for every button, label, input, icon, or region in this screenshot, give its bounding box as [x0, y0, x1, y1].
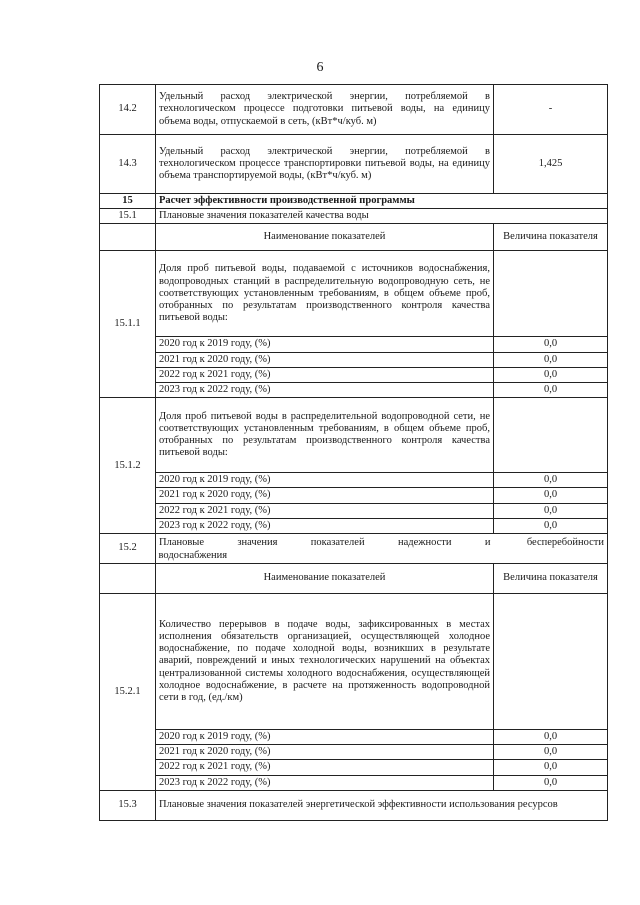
year-value: 0,0	[494, 488, 608, 503]
year-label: 2021 год к 2020 году, (%)	[156, 352, 494, 367]
section-title-line2: водоснабжения	[158, 549, 228, 561]
year-value: 0,0	[494, 473, 608, 488]
year-value: 0,0	[494, 775, 608, 790]
year-label: 2020 год к 2019 году, (%)	[156, 473, 494, 488]
table-row-15-2-1	[100, 594, 608, 730]
table-row	[100, 503, 608, 518]
indicator-text: Доля проб питьевой воды, подаваемой с источников водоснабжения, водопроводных станций в распределительную водопроводную сеть, не соответствующих установленным требованиям, в общем объеме проб, отобранных по результатам производственного контроля качества питьевой воды:	[156, 251, 494, 337]
indicator-text: Количество перерывов в подаче воды, зафиксированных в местах исполнения обязательств организацией, осуществляющей холодное водоснабжение, по подаче холодной воды, возникших в результате аварий, повреждений и иных технологических нарушений на объектах централизованной системы холодного водоснабжения, осуществляющей холодное водоснабжение, в расчете на протяженность водопроводной сети в год, (ед./км)	[156, 594, 494, 730]
year-value: 0,0	[494, 760, 608, 775]
year-label: 2023 год к 2022 году, (%)	[156, 518, 494, 533]
column-header-name: Наименование показателей	[156, 224, 494, 251]
row-number: 14.3	[100, 135, 156, 194]
empty-cell	[100, 224, 156, 251]
table-row	[100, 352, 608, 367]
year-value: 0,0	[494, 352, 608, 367]
row-number: 15.1.1	[100, 251, 156, 398]
table-row	[100, 760, 608, 775]
empty-cell	[100, 564, 156, 594]
table-row	[100, 518, 608, 533]
table-row-14-2	[100, 85, 608, 135]
row-number: 15.2.1	[100, 594, 156, 791]
indicator-value: 1,425	[494, 135, 608, 194]
year-value: 0,0	[494, 518, 608, 533]
section-title: Плановые значения показателей надежности и	[156, 534, 494, 564]
section-title: Расчет эффективности производственной программы	[156, 194, 608, 209]
indicator-text: Удельный расход электрической энергии, потребляемой в технологическом процессе подготовки питьевой воды, на единицу объема воды, отпускаемой в сеть, (кВт*ч/куб. м)	[156, 85, 494, 135]
year-value: 0,0	[494, 367, 608, 382]
table-row-15-3	[100, 790, 608, 820]
table-header-row	[100, 564, 608, 594]
column-header-name: Наименование показателей	[156, 564, 494, 594]
year-label: 2022 год к 2021 году, (%)	[156, 760, 494, 775]
year-value: 0,0	[494, 730, 608, 745]
year-label: 2023 год к 2022 году, (%)	[156, 383, 494, 398]
table-row-15-1-1	[100, 251, 608, 337]
table-row-15-1	[100, 209, 608, 224]
empty-cell	[494, 398, 608, 473]
table-row	[100, 473, 608, 488]
table-row-15-1-2	[100, 398, 608, 473]
year-value: 0,0	[494, 503, 608, 518]
column-header-value: Величина показателя	[494, 224, 608, 251]
table-row	[100, 730, 608, 745]
table-row	[100, 775, 608, 790]
section-title-end-word: бесперебойности	[526, 537, 604, 549]
row-number: 14.2	[100, 85, 156, 135]
table-row	[100, 337, 608, 352]
indicator-text: Доля проб питьевой воды в распределительной водопроводной сети, не соответствующих установленным требованиям, в общем объеме проб, отобранных по результатам производственного контроля качества питьевой воды:	[156, 398, 494, 473]
section-number: 15	[100, 194, 156, 209]
year-label: 2022 год к 2021 году, (%)	[156, 367, 494, 382]
year-value: 0,0	[494, 383, 608, 398]
year-label: 2023 год к 2022 году, (%)	[156, 775, 494, 790]
year-value: 0,0	[494, 337, 608, 352]
year-label: 2020 год к 2019 году, (%)	[156, 730, 494, 745]
table-header-row	[100, 224, 608, 251]
indicator-value: -	[494, 85, 608, 135]
year-value: 0,0	[494, 745, 608, 760]
year-label: 2021 год к 2020 году, (%)	[156, 745, 494, 760]
page-number: 6	[316, 60, 324, 75]
empty-cell	[494, 594, 608, 730]
program-table	[99, 84, 608, 821]
table-row	[100, 383, 608, 398]
section-title: Плановые значения показателей энергетической эффективности использования ресурсов	[156, 790, 608, 820]
indicator-text: Удельный расход электрической энергии, потребляемой в технологическом процессе транспортировки питьевой воды, на единицу объема транспортируемой воды, (кВт*ч/куб. м)	[156, 135, 494, 194]
section-title: Плановые значения показателей качества воды	[156, 209, 608, 224]
row-number: 15.1.2	[100, 398, 156, 534]
table-row	[100, 488, 608, 503]
column-header-value: Величина показателя	[494, 564, 608, 594]
year-label: 2020 год к 2019 году, (%)	[156, 337, 494, 352]
table-row-14-3	[100, 135, 608, 194]
table-row-15	[100, 194, 608, 209]
section-title-end	[494, 534, 608, 564]
table-row	[100, 367, 608, 382]
section-number: 15.1	[100, 209, 156, 224]
year-label: 2022 год к 2021 году, (%)	[156, 503, 494, 518]
section-number: 15.3	[100, 790, 156, 820]
section-number: 15.2	[100, 534, 156, 564]
empty-cell	[494, 251, 608, 337]
year-label: 2021 год к 2020 году, (%)	[156, 488, 494, 503]
table-row	[100, 745, 608, 760]
